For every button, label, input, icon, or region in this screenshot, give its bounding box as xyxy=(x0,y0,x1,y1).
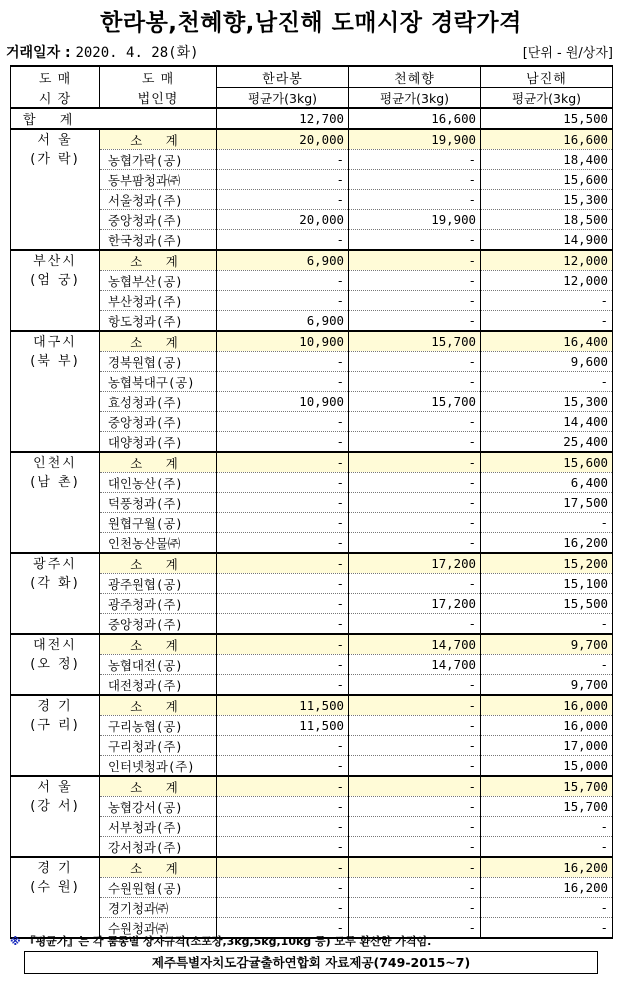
corp-name: 중앙청과(주) xyxy=(100,210,217,230)
subtotal-row xyxy=(11,250,613,271)
price-value: - xyxy=(349,918,481,939)
price-value: 10,900 xyxy=(217,392,349,412)
price-value: 12,000 xyxy=(481,271,613,291)
price-value: 16,200 xyxy=(481,533,613,554)
corp-name: 농협대전(공) xyxy=(100,655,217,675)
price-value: - xyxy=(481,837,613,858)
market-location: (수 원) xyxy=(30,880,80,895)
price-value: - xyxy=(481,291,613,311)
corp-row xyxy=(11,594,613,614)
corp-row xyxy=(11,655,613,675)
corp-name: 대전청과(주) xyxy=(100,675,217,696)
price-value: 15,300 xyxy=(481,392,613,412)
corp-row xyxy=(11,150,613,170)
corp-row xyxy=(11,716,613,736)
subtotal-value: 14,700 xyxy=(349,634,481,655)
market-cell xyxy=(11,331,100,452)
price-value: - xyxy=(481,817,613,837)
corp-row xyxy=(11,817,613,837)
header-product-hallabong: 한라봉 xyxy=(217,66,349,88)
subtotal-row xyxy=(11,331,613,352)
price-value: - xyxy=(481,655,613,675)
header-corp-top: 도 매 xyxy=(100,66,217,88)
price-value: 14,400 xyxy=(481,412,613,432)
price-value: - xyxy=(217,817,349,837)
price-value: - xyxy=(349,614,481,635)
price-value: - xyxy=(217,473,349,493)
subtotal-value: 16,200 xyxy=(481,857,613,878)
header-price-label: 평균가(3kg) xyxy=(217,88,349,109)
market-location: (엄 궁) xyxy=(30,273,80,288)
market-location: (가 락) xyxy=(30,152,80,167)
subtotal-value: 20,000 xyxy=(217,129,349,150)
price-value: - xyxy=(481,372,613,392)
price-value: - xyxy=(481,513,613,533)
subtotal-value: 9,700 xyxy=(481,634,613,655)
subtotal-label: 소 계 xyxy=(100,634,217,655)
subtotal-label: 소 계 xyxy=(100,452,217,473)
corp-name: 효성청과(주) xyxy=(100,392,217,412)
price-value: - xyxy=(217,614,349,635)
price-value: 15,000 xyxy=(481,756,613,777)
price-value: - xyxy=(349,150,481,170)
subtotal-value: 17,200 xyxy=(349,553,481,574)
subtotal-label: 소 계 xyxy=(100,553,217,574)
price-value: 17,500 xyxy=(481,493,613,513)
price-value: 11,500 xyxy=(217,716,349,736)
corp-name: 원협구월(공) xyxy=(100,513,217,533)
subtotal-label: 소 계 xyxy=(100,129,217,150)
price-value: - xyxy=(217,352,349,372)
price-value: - xyxy=(217,594,349,614)
subtotal-value: 16,000 xyxy=(481,695,613,716)
price-value: 17,000 xyxy=(481,736,613,756)
market-name: 서 울 xyxy=(37,133,73,148)
note-mark: ※ xyxy=(10,935,21,948)
price-value: - xyxy=(349,352,481,372)
corp-name: 동부팜청과㈜ xyxy=(100,170,217,190)
corp-name: 강서청과(주) xyxy=(100,837,217,858)
header-price-label: 평균가(3kg) xyxy=(349,88,481,109)
price-value: - xyxy=(349,412,481,432)
price-value: - xyxy=(481,614,613,635)
price-value: 15,700 xyxy=(349,392,481,412)
corp-row xyxy=(11,311,613,332)
price-value: - xyxy=(349,533,481,554)
price-value: - xyxy=(217,797,349,817)
subtotal-value: - xyxy=(349,776,481,797)
market-name: 경 기 xyxy=(37,699,73,714)
price-value: - xyxy=(349,170,481,190)
price-value: 14,900 xyxy=(481,230,613,251)
subtotal-value: 15,600 xyxy=(481,452,613,473)
corp-row xyxy=(11,675,613,696)
subtotal-value: 10,900 xyxy=(217,331,349,352)
total-value: 12,700 xyxy=(217,108,349,129)
corp-row xyxy=(11,878,613,898)
corp-name: 덕풍청과(주) xyxy=(100,493,217,513)
corp-name: 경기청과㈜ xyxy=(100,898,217,918)
subtotal-row xyxy=(11,695,613,716)
price-value: - xyxy=(349,230,481,251)
price-value: - xyxy=(217,291,349,311)
corp-row xyxy=(11,432,613,453)
note-text: 『평균가』는 각 품종별 상자규격(소포장,3kg,5kg,10kg 등) 모두 환산한 가격임. xyxy=(24,935,432,948)
price-value: - xyxy=(349,878,481,898)
price-value: - xyxy=(217,513,349,533)
subtotal-value: 15,700 xyxy=(349,331,481,352)
market-location: (북 부) xyxy=(30,354,80,369)
price-value: 6,900 xyxy=(217,311,349,332)
corp-name: 구리농협(공) xyxy=(100,716,217,736)
subtotal-value: 6,900 xyxy=(217,250,349,271)
subtotal-row xyxy=(11,776,613,797)
corp-name: 서울청과(주) xyxy=(100,190,217,210)
price-value: - xyxy=(349,271,481,291)
corp-row xyxy=(11,493,613,513)
corp-row xyxy=(11,372,613,392)
corp-name: 서부청과(주) xyxy=(100,817,217,837)
price-value: - xyxy=(349,716,481,736)
trade-date-value: 2020. 4. 28(화) xyxy=(75,45,199,61)
subtotal-value: 12,000 xyxy=(481,250,613,271)
price-value: - xyxy=(217,493,349,513)
price-value: - xyxy=(481,918,613,939)
price-value: - xyxy=(349,311,481,332)
price-value: - xyxy=(349,898,481,918)
price-value: 20,000 xyxy=(217,210,349,230)
market-name: 서 울 xyxy=(37,780,73,795)
trade-date xyxy=(6,42,199,62)
market-cell xyxy=(11,695,100,776)
subtotal-value: - xyxy=(217,553,349,574)
subtotal-value: - xyxy=(217,452,349,473)
price-value: - xyxy=(349,372,481,392)
market-name: 부산시 xyxy=(33,254,77,269)
corp-name: 중앙청과(주) xyxy=(100,614,217,635)
footnote xyxy=(10,933,431,949)
price-value: - xyxy=(349,432,481,453)
corp-name: 광주청과(주) xyxy=(100,594,217,614)
market-cell xyxy=(11,776,100,857)
market-location: (각 화) xyxy=(30,576,80,591)
price-value: 18,500 xyxy=(481,210,613,230)
price-value: 15,700 xyxy=(481,797,613,817)
corp-name: 수원청과㈜ xyxy=(100,918,217,939)
price-value: - xyxy=(349,513,481,533)
market-cell xyxy=(11,452,100,553)
corp-row xyxy=(11,392,613,412)
price-value: - xyxy=(349,675,481,696)
price-value: - xyxy=(349,797,481,817)
corp-row xyxy=(11,473,613,493)
subtotal-value: 15,200 xyxy=(481,553,613,574)
corp-row xyxy=(11,210,613,230)
corp-name: 농협강서(공) xyxy=(100,797,217,817)
corp-row xyxy=(11,513,613,533)
market-cell xyxy=(11,129,100,250)
source-box: 제주특별자치도감귤출하연합회 자료제공(749-2015~7) xyxy=(24,951,598,974)
price-value: 16,200 xyxy=(481,878,613,898)
page-title: 한라봉,천혜향,남진해 도매시장 경락가격 xyxy=(100,10,522,36)
price-value: 15,600 xyxy=(481,170,613,190)
market-location: (오 정) xyxy=(30,657,80,672)
corp-name: 농협부산(공) xyxy=(100,271,217,291)
price-value: - xyxy=(349,736,481,756)
price-value: 25,400 xyxy=(481,432,613,453)
corp-row xyxy=(11,837,613,858)
header-market-top: 도 매 xyxy=(11,66,100,88)
subtotal-label: 소 계 xyxy=(100,250,217,271)
market-name: 대구시 xyxy=(33,335,77,350)
subtotal-label: 소 계 xyxy=(100,857,217,878)
price-value: 15,300 xyxy=(481,190,613,210)
header-product-namjinhae: 남진해 xyxy=(481,66,613,88)
market-location: (남 촌) xyxy=(30,475,80,490)
corp-row xyxy=(11,412,613,432)
corp-name: 인천농산물㈜ xyxy=(100,533,217,554)
price-value: - xyxy=(349,837,481,858)
subtotal-value: 16,400 xyxy=(481,331,613,352)
corp-name: 인터넷청과(주) xyxy=(100,756,217,777)
price-value: - xyxy=(349,291,481,311)
price-value: 15,500 xyxy=(481,594,613,614)
price-table xyxy=(10,65,613,939)
price-value: 18,400 xyxy=(481,150,613,170)
price-value: - xyxy=(217,190,349,210)
price-value: - xyxy=(217,574,349,594)
subtotal-row xyxy=(11,553,613,574)
price-value: - xyxy=(217,432,349,453)
price-value: - xyxy=(217,878,349,898)
corp-row xyxy=(11,797,613,817)
corp-row xyxy=(11,736,613,756)
price-value: - xyxy=(349,756,481,777)
price-value: 19,900 xyxy=(349,210,481,230)
corp-row xyxy=(11,756,613,777)
price-value: 9,600 xyxy=(481,352,613,372)
market-cell xyxy=(11,634,100,695)
corp-name: 경북원협(공) xyxy=(100,352,217,372)
subtotal-value: - xyxy=(349,452,481,473)
subtotal-value: 11,500 xyxy=(217,695,349,716)
corp-name: 한국청과(주) xyxy=(100,230,217,251)
price-value: 9,700 xyxy=(481,675,613,696)
subtotal-label: 소 계 xyxy=(100,776,217,797)
corp-row xyxy=(11,574,613,594)
price-value: - xyxy=(217,372,349,392)
subtotal-value: - xyxy=(217,857,349,878)
market-location: (구 리) xyxy=(30,718,80,733)
price-value: - xyxy=(217,412,349,432)
price-value: - xyxy=(481,311,613,332)
total-label: 합 계 xyxy=(11,108,217,129)
corp-name: 항도청과(주) xyxy=(100,311,217,332)
total-value: 16,600 xyxy=(349,108,481,129)
price-value: - xyxy=(481,898,613,918)
corp-name: 농협가락(공) xyxy=(100,150,217,170)
market-name: 광주시 xyxy=(33,557,77,572)
subtotal-label: 소 계 xyxy=(100,695,217,716)
price-value: - xyxy=(349,493,481,513)
corp-row xyxy=(11,230,613,251)
subtotal-value: 16,600 xyxy=(481,129,613,150)
corp-name: 대인농산(주) xyxy=(100,473,217,493)
price-value: 17,200 xyxy=(349,594,481,614)
price-value: - xyxy=(349,574,481,594)
corp-row xyxy=(11,271,613,291)
corp-row xyxy=(11,533,613,554)
corp-name: 광주원협(공) xyxy=(100,574,217,594)
price-value: - xyxy=(217,918,349,939)
price-value: - xyxy=(349,817,481,837)
subtotal-row xyxy=(11,129,613,150)
subtotal-value: 19,900 xyxy=(349,129,481,150)
trade-date-label: 거래일자 : xyxy=(6,45,71,61)
price-value: - xyxy=(217,837,349,858)
market-location: (강 서) xyxy=(30,799,80,814)
subtotal-label: 소 계 xyxy=(100,331,217,352)
subtotal-value: - xyxy=(349,857,481,878)
price-value: - xyxy=(217,170,349,190)
corp-name: 대양청과(주) xyxy=(100,432,217,453)
price-value: - xyxy=(217,230,349,251)
price-value: 15,100 xyxy=(481,574,613,594)
corp-name: 부산청과(주) xyxy=(100,291,217,311)
price-value: 6,400 xyxy=(481,473,613,493)
total-value: 15,500 xyxy=(481,108,613,129)
subtotal-value: - xyxy=(217,776,349,797)
market-cell xyxy=(11,250,100,331)
corp-name: 수원원협(공) xyxy=(100,878,217,898)
header-row-1 xyxy=(11,66,613,88)
price-value: - xyxy=(217,675,349,696)
header-row-2 xyxy=(11,88,613,109)
market-name: 인천시 xyxy=(33,456,77,471)
price-value: - xyxy=(217,655,349,675)
market-name: 경 기 xyxy=(37,861,73,876)
subtotal-value: - xyxy=(217,634,349,655)
total-row xyxy=(11,108,613,129)
header-market-bottom: 시 장 xyxy=(11,88,100,109)
subtotal-value: - xyxy=(349,695,481,716)
price-value: - xyxy=(217,756,349,777)
price-value: 14,700 xyxy=(349,655,481,675)
price-value: - xyxy=(217,898,349,918)
header-product-cheonhyehyang: 천혜향 xyxy=(349,66,481,88)
price-value: - xyxy=(349,190,481,210)
corp-row xyxy=(11,291,613,311)
price-value: - xyxy=(217,271,349,291)
unit-label: [단위 - 원/상자] xyxy=(522,46,613,61)
price-value: - xyxy=(349,473,481,493)
header-price-label: 평균가(3kg) xyxy=(481,88,613,109)
subtotal-value: 15,700 xyxy=(481,776,613,797)
corp-name: 농협북대구(공) xyxy=(100,372,217,392)
corp-row xyxy=(11,190,613,210)
market-cell xyxy=(11,857,100,938)
price-value: - xyxy=(217,150,349,170)
subtotal-row xyxy=(11,452,613,473)
corp-row xyxy=(11,898,613,918)
corp-row xyxy=(11,170,613,190)
header-corp-bottom: 법인명 xyxy=(100,88,217,109)
market-name: 대전시 xyxy=(33,638,77,653)
corp-name: 구리청과(주) xyxy=(100,736,217,756)
subtotal-row xyxy=(11,857,613,878)
subtotal-row xyxy=(11,634,613,655)
corp-row xyxy=(11,614,613,635)
market-cell xyxy=(11,553,100,634)
subtotal-value: - xyxy=(349,250,481,271)
price-value: 16,000 xyxy=(481,716,613,736)
corp-row xyxy=(11,352,613,372)
price-value: - xyxy=(217,736,349,756)
corp-name: 중앙청과(주) xyxy=(100,412,217,432)
price-value: - xyxy=(217,533,349,554)
